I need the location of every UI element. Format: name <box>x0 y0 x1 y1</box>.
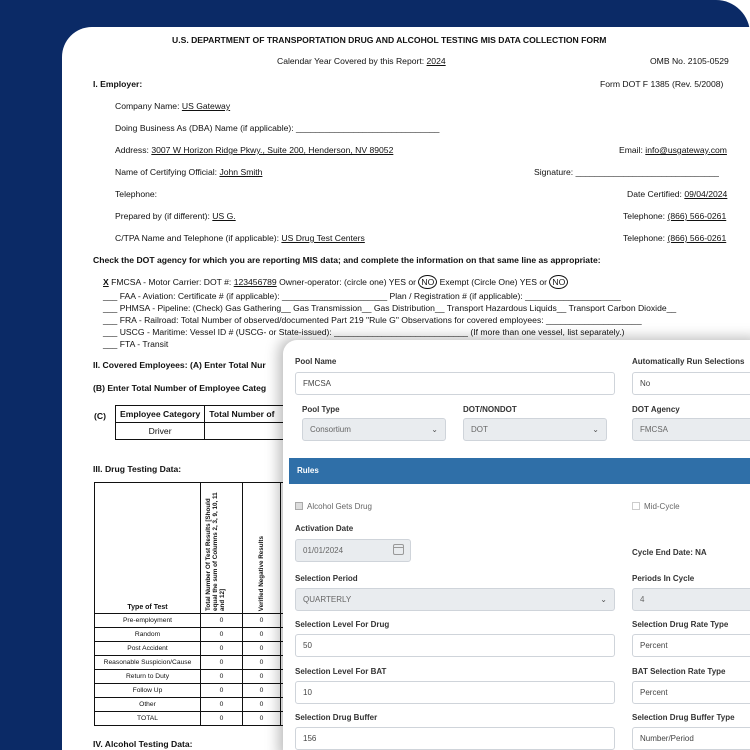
auto-run-label: Automatically Run Selections <box>632 357 745 366</box>
type-of-test-header: Type of Test <box>95 483 201 614</box>
dot-nondot-label: DOT/NONDOT <box>463 405 517 414</box>
telephone-2: Telephone: (866) 566-0261 <box>623 211 727 221</box>
bat-rate-label: BAT Selection Rate Type <box>632 667 726 676</box>
chevron-down-icon: ⌄ <box>592 425 599 434</box>
table-row: TOTAL 0 0 <box>95 712 311 726</box>
section-drug-testing: III. Drug Testing Data: <box>93 464 182 474</box>
table-row: Random 0 0 <box>95 628 311 642</box>
selection-drug-rate-input[interactable]: Percent <box>632 634 750 657</box>
cat-driver: Driver <box>116 423 205 440</box>
c-label: (C) <box>94 411 106 421</box>
activation-date-label: Activation Date <box>295 524 354 533</box>
chevron-down-icon: ⌄ <box>600 595 607 604</box>
periods-in-cycle-input[interactable]: 4 <box>632 588 750 611</box>
pool-type-select[interactable]: Consortium ⌄ <box>302 418 446 441</box>
phmsa-line: ___ PHMSA - Pipeline: (Check) Gas Gathering__ Gas Transmission__ Gas Distribution__ Transport Hazardous Liquids__ Transport Carbon Dioxide__ <box>103 303 677 313</box>
section-employee-categories: (B) Enter Total Number of Employee Categ <box>93 383 267 393</box>
pool-name-label: Pool Name <box>295 357 337 366</box>
drug-testing-table <box>94 482 311 726</box>
mid-cycle-checkbox[interactable]: Mid-Cycle <box>632 502 680 511</box>
uscg-line: ___ USCG - Maritime: Vessel ID # (USCG- or State-issued): ____________________________ (If more than one vessel, list separately.) <box>103 327 625 337</box>
checkbox-icon <box>295 502 303 510</box>
fra-line: ___ FRA - Railroad: Total Number of observed/documented Part 219 "Rule G" Observations for covered employees: ____________________ <box>103 315 642 325</box>
rules-section-header: Rules <box>289 458 750 484</box>
certifying-official: Name of Certifying Official: John Smith <box>115 167 263 177</box>
employee-category-table <box>115 405 305 440</box>
dot-agency-select[interactable]: FMCSA <box>632 418 750 441</box>
drug-buffer-label: Selection Drug Buffer <box>295 713 378 722</box>
address: Address: 3007 W Horizon Ridge Pkwy., Suite 200, Henderson, NV 89052 <box>115 145 394 155</box>
selection-period-label: Selection Period <box>295 574 358 583</box>
signature: Signature: ______________________________ <box>534 167 719 177</box>
activation-date-input[interactable]: 01/01/2024 <box>295 539 411 562</box>
cycle-end-date: Cycle End Date: NA <box>632 548 707 557</box>
chevron-down-icon: ⌄ <box>431 425 438 434</box>
telephone: Telephone: <box>115 189 158 199</box>
selection-drug-rate-label: Selection Drug Rate Type <box>632 620 729 629</box>
auto-run-input[interactable]: No <box>632 372 750 395</box>
prepared-by: Prepared by (if different): US G. <box>115 211 236 221</box>
selection-bat-input[interactable]: 10 <box>295 681 615 704</box>
pool-name-input[interactable]: FMCSA <box>295 372 615 395</box>
company-name: Company Name: US Gateway <box>115 101 231 111</box>
pool-settings-panel <box>283 340 750 750</box>
section-covered-employees: II. Covered Employees: (A) Enter Total Nur <box>93 360 266 370</box>
pool-type-label: Pool Type <box>302 405 340 414</box>
drug-buffer-type-input[interactable]: Number/Period <box>632 727 750 750</box>
verified-negative-header: Verified Negative Results <box>243 483 281 614</box>
date-certified: Date Certified: 09/04/2024 <box>627 189 728 199</box>
fmcsa-line: X FMCSA - Motor Carrier: DOT #: 123456789 Owner-operator: (circle one) YES or NO Exempt (Circle One) YES or NO <box>103 275 568 289</box>
section-employer: I. Employer: <box>93 79 143 89</box>
table-row: Follow Up 0 0 <box>95 684 311 698</box>
selection-period-select[interactable]: QUARTERLY ⌄ <box>295 588 615 611</box>
calendar-icon <box>393 544 404 555</box>
table-row: Reasonable Suspicion/Cause 0 0 <box>95 656 311 670</box>
calendar-year: Calendar Year Covered by this Report: 2024 <box>277 56 446 66</box>
table-row: Pre-employment 0 0 <box>95 614 311 628</box>
dba-name: Doing Business As (DBA) Name (if applicable): ______________________________ <box>115 123 440 133</box>
omb-number: OMB No. 2105-0529 <box>650 56 729 66</box>
selection-drug-label: Selection Level For Drug <box>295 620 390 629</box>
telephone-3: Telephone: (866) 566-0261 <box>623 233 727 243</box>
bat-rate-input[interactable]: Percent <box>632 681 750 704</box>
selection-bat-label: Selection Level For BAT <box>295 667 387 676</box>
table-row: Return to Duty 0 0 <box>95 670 311 684</box>
drug-buffer-input[interactable]: 156 <box>295 727 615 750</box>
fta-line: ___ FTA - Transit <box>103 339 169 349</box>
cat-header-2: Total Number of <box>205 406 305 423</box>
periods-in-cycle-label: Periods In Cycle <box>632 574 695 583</box>
drug-buffer-type-label: Selection Drug Buffer Type <box>632 713 735 722</box>
checkbox-icon <box>632 502 640 510</box>
form-title: U.S. DEPARTMENT OF TRANSPORTATION DRUG AND ALCOHOL TESTING MIS DATA COLLECTION FORM <box>172 35 607 45</box>
total-tests-header: Total Number Of Test Results [Should equal the sum of Columns 2, 3, 9, 10, 11 and 12] <box>201 483 243 614</box>
email: Email: info@usgateway.com <box>619 145 727 155</box>
cat-header-1: Employee Category <box>116 406 205 423</box>
ctpa: C/TPA Name and Telephone (if applicable): US Drug Test Centers <box>115 233 365 243</box>
dot-nondot-select[interactable]: DOT ⌄ <box>463 418 607 441</box>
table-row: Other 0 0 <box>95 698 311 712</box>
table-row: Post Accident 0 0 <box>95 642 311 656</box>
check-agency-instruction: Check the DOT agency for which you are reporting MIS data; and complete the information on that same line as appropriate: <box>93 255 601 265</box>
selection-drug-input[interactable]: 50 <box>295 634 615 657</box>
faa-line: ___ FAA - Aviation: Certificate # (if applicable): ______________________ Plan / Registration # (if applicable): ____________________ <box>103 291 621 301</box>
dot-agency-label: DOT Agency <box>632 405 680 414</box>
form-number: Form DOT F 1385 (Rev. 5/2008) <box>600 79 724 89</box>
alcohol-gets-drug-checkbox[interactable]: Alcohol Gets Drug <box>295 502 372 511</box>
section-alcohol-testing: IV. Alcohol Testing Data: <box>93 739 193 749</box>
